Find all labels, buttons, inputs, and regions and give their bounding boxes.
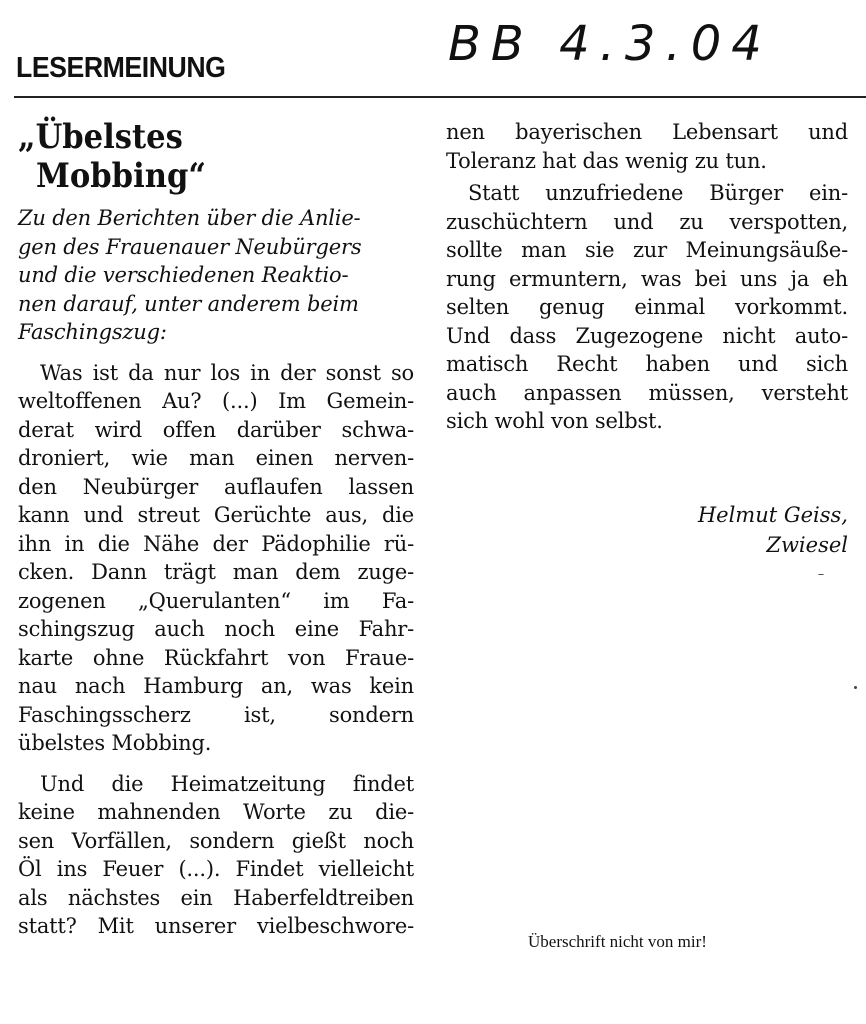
body-paragraph-3 <box>446 179 848 436</box>
body-line: droniert, wie man einen nerven- <box>18 446 414 470</box>
body-line: zogenen „Querulanten“ im Fa- <box>18 588 414 613</box>
body-line: kann und streut Gerüchte aus, die <box>18 503 414 527</box>
spacer <box>18 758 414 770</box>
body-line: matisch Recht haben und sich <box>446 352 848 376</box>
article-headline <box>18 118 396 196</box>
headline-line-2: Mobbing“ <box>36 156 206 196</box>
author-name: Helmut Geiss, <box>697 503 848 527</box>
body-line: keine mahnenden Worte zu die- <box>18 800 414 824</box>
handwritten-date-note: BB 4.3.04 <box>448 16 772 72</box>
body-line: nau nach Hamburg an, was kein <box>18 674 414 698</box>
body-line: übelstes Mobbing. <box>18 731 212 755</box>
spacer <box>18 347 414 359</box>
body-paragraph-2-continued <box>446 118 848 175</box>
footnote-annotation: Überschrift nicht von mir! <box>528 932 707 951</box>
body-line: Toleranz hat das wenig zu tun. <box>446 148 767 173</box>
body-line: ihn in die Nähe der Pädophilie rü- <box>18 531 414 556</box>
body-line: Öl ins Feuer (...). Findet vielleicht <box>18 857 414 881</box>
article-column-right <box>446 118 848 436</box>
body-line: den Neubürger auflaufen lassen <box>18 474 414 499</box>
body-line: Und dass Zugezogene nicht auto- <box>446 323 848 348</box>
body-line: sollte man sie zur Meinungsäuße- <box>446 238 848 262</box>
body-line: Und die Heimatzeitung findet <box>40 771 414 796</box>
body-line: schingszug auch noch eine Fahr- <box>18 617 414 641</box>
body-line: Faschingsscherz ist, sondern <box>18 702 414 727</box>
section-label: LESERMEINUNG <box>16 52 226 84</box>
body-line: statt? Mit unserer vielbeschwore- <box>18 914 414 938</box>
body-line: selten genug einmal vorkommt. <box>446 295 848 319</box>
header-rule <box>14 96 866 98</box>
body-line: auch anpassen müssen, versteht <box>446 380 848 405</box>
intro-line: und die verschiedenen Reaktio- <box>18 263 349 287</box>
author-signature <box>698 500 848 560</box>
intro-line: gen des Frauenauer Neubürgers <box>18 234 362 259</box>
body-line: karte ohne Rückfahrt von Fraue- <box>18 645 414 670</box>
body-line: als nächstes ein Haberfeldtreiben <box>18 885 414 910</box>
body-line: cken. Dann trägt man dem zuge- <box>18 560 414 584</box>
body-paragraph-1 <box>18 359 414 758</box>
intro-line: Zu den Berichten über die Anlie- <box>18 206 361 230</box>
body-line: Was ist da nur los in der sonst so <box>40 360 414 385</box>
body-line: sich wohl von selbst. <box>446 409 663 433</box>
article-column-left <box>18 118 414 941</box>
author-place: Zwiesel <box>766 533 848 557</box>
body-line: sen Vorfällen, sondern gießt noch <box>18 828 414 853</box>
scan-speck <box>854 686 857 689</box>
intro-line: Faschingszug: <box>18 320 167 344</box>
body-line: derat wird offen darüber schwa- <box>18 417 414 442</box>
headline-line-1: „Übelstes <box>18 117 183 157</box>
body-line: nen bayerischen Lebensart und <box>446 120 848 144</box>
body-line: Statt unzufriedene Bürger ein- <box>468 181 848 205</box>
body-line: weltoffenen Au? (...) Im Gemein- <box>18 389 414 413</box>
scan-speck <box>818 574 824 575</box>
article-intro <box>18 204 414 347</box>
intro-line: nen darauf, unter anderem beim <box>18 291 359 316</box>
body-line: zuschüchtern und zu verspotten, <box>446 209 848 234</box>
body-paragraph-2 <box>18 770 414 941</box>
body-line: rung ermuntern, was bei uns ja eh <box>446 266 848 291</box>
